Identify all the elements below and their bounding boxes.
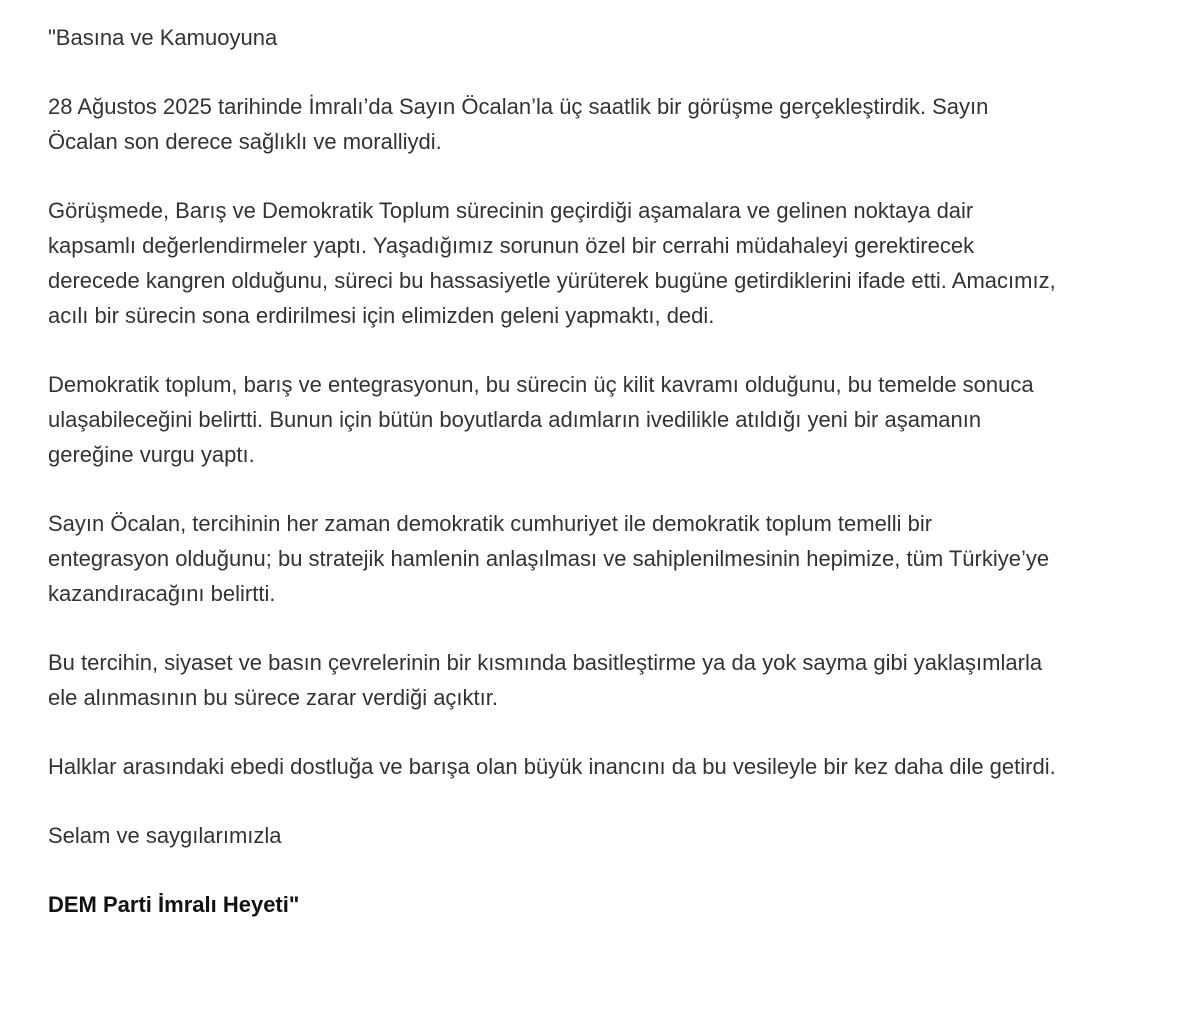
paragraph-key-concepts: Demokratik toplum, barış ve entegrasyonun, bu sürecin üç kilit kavramı olduğunu, bu temelde sonuca ulaşabileceğini belirtti. Bunun için bütün boyutlarda adımların ivedilikle atıldığı yeni bir aşamanın gereğine vurgu yaptı. [48, 372, 1034, 467]
paragraph-meeting: 28 Ağustos 2025 tarihinde İmralı’da Sayın Öcalan’la üç saatlik bir görüşme gerçekleştirdik. Sayın Öcalan son derece sağlıklı ve moralliydi. [48, 94, 989, 154]
salutation: "Basına ve Kamuoyuna [48, 25, 278, 50]
paragraph-assessment: Görüşmede, Barış ve Demokratik Toplum sürecinin geçirdiği aşamalara ve gelinen noktaya dair kapsamlı değerlendirmeler yaptı. Yaşadığımız sorunun özel bir cerrahi müdahaleyi gerektirecek derecede kangren olduğunu, süreci bu hassasiyetle yürüterek bugüne getirdiklerini ifade etti. Amacımız, acılı bir sürecin sona erdirilmesi için elimizden geleni yapmaktı, dedi. [48, 198, 1056, 328]
signature: DEM Parti İmralı Heyeti" [48, 892, 300, 917]
press-statement [48, 20, 1058, 922]
closing-line: Selam ve saygılarımızla [48, 823, 282, 848]
paragraph-preference: Sayın Öcalan, tercihinin her zaman demokratik cumhuriyet ile demokratik toplum temelli bir entegrasyon olduğunu; bu stratejik hamlenin anlaşılması ve sahiplenilmesinin hepimize, tüm Türkiye’ye kazandıracağını belirtti. [48, 511, 1050, 606]
paragraph-friendship: Halklar arasındaki ebedi dostluğa ve barışa olan büyük inancını da bu vesileyle bir kez daha dile getirdi. [48, 754, 1056, 779]
paragraph-criticism: Bu tercihin, siyaset ve basın çevrelerinin bir kısmında basitleştirme ya da yok sayma gibi yaklaşımlarla ele alınmasının bu sürece zarar verdiği açıktır. [48, 650, 1043, 710]
